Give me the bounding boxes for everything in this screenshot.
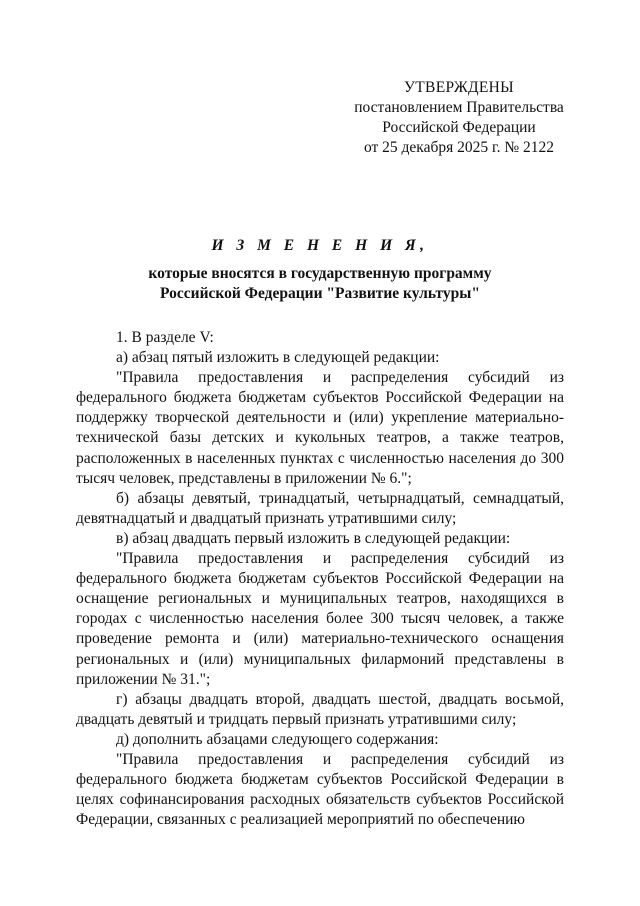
title-heading: И З М Е Н Е Н И Я, — [211, 237, 429, 254]
approval-stamp — [338, 78, 580, 158]
paragraph-quote-2: "Правила предоставления и распределения субсидий из федерального бюджета бюджетам субъектов Российской Федерации на оснащение региональных и муниципальных театров, находящихся в городах с численностью населения более 300 тысяч человек, а также проведение ремонта и (или) материально-технического оснащения региональных и (или) муниципальных филармоний представлены в приложении № 31."; — [76, 550, 564, 688]
paragraph-item-g: г) абзацы двадцать второй, двадцать шестой, двадцать восьмой, двадцать девятый и тридцать первый признать утратившими силу; — [76, 690, 564, 728]
title-subtitle-line-1: которые вносятся в государственную программу — [148, 265, 492, 282]
paragraph-item-d: д) дополнить абзацами следующего содержания: — [116, 730, 439, 748]
paragraph-item-v: в) абзац двадцать первый изложить в следующей редакции: — [116, 529, 511, 547]
approval-line-government: Российской Федерации — [382, 119, 536, 136]
paragraph-quote-1: "Правила предоставления и распределения субсидий из федерального бюджета бюджетам субъектов Российской Федерации на поддержку творческой деятельности и (или) укрепление материально-технической базы детских и кукольных театров, а также театров, расположенных в населенных пунктах с численностью населения до 300 тысяч человек, представлены в приложении № 6."; — [76, 369, 564, 487]
approval-line-decree: постановлением Правительства — [354, 99, 564, 116]
title-subtitle-line-2: Российской Федерации "Развитие культуры" — [160, 285, 480, 302]
paragraph-quote-3: "Правила предоставления и распределения субсидий из федерального бюджета бюджетам субъектов Российской Федерации в целях софинансирования расходных обязательств субъектов Российской Федерации, связанных с реализацией мероприятий по обеспечению — [76, 750, 564, 829]
paragraph-item-b: б) абзацы девятый, тринадцатый, четырнадцатый, семнадцатый, девятнадцатый и двадцатый признать утратившими силу; — [76, 489, 564, 527]
paragraph-item-a: а) абзац пятый изложить в следующей редакции: — [116, 349, 440, 367]
document-body — [76, 328, 564, 830]
paragraph-section: 1. В разделе V: — [116, 329, 214, 346]
approval-heading: УТВЕРЖДЕНЫ — [404, 79, 514, 96]
document-title — [76, 236, 564, 304]
approval-line-date: от 25 декабря 2025 г. № 2122 — [363, 139, 555, 156]
